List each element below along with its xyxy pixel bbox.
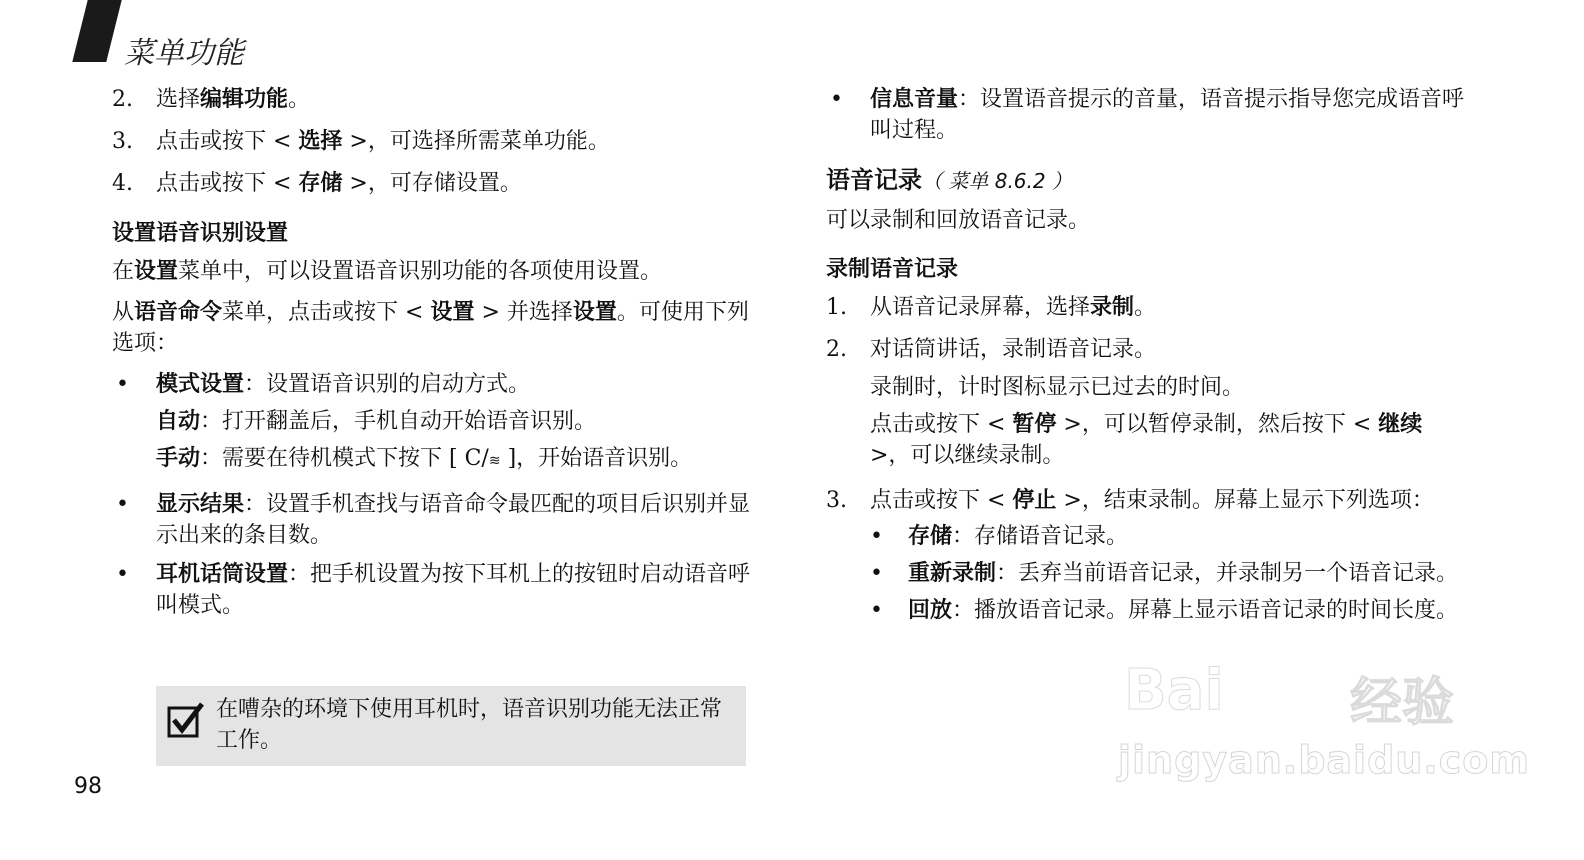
checkmark-note-icon bbox=[166, 700, 206, 740]
bullet-dot: • bbox=[870, 561, 883, 586]
step-item: 2. 选择编辑功能。 bbox=[112, 84, 752, 116]
section-description: 可以录制和回放语音记录。 bbox=[826, 208, 1091, 233]
paragraph: 在设置菜单中，可以设置语音识别功能的各项使用设置。 bbox=[112, 259, 663, 284]
list-item: • 信息音量：设置语音提示的音量，语音提示指导您完成语音呼叫过程。 bbox=[826, 84, 1466, 146]
note-text: 在嘈杂的环境下使用耳机时，语音识别功能无法正常工作。 bbox=[216, 697, 723, 753]
list-item: • 模式设置：设置语音识别的启动方式。 自动：打开翻盖后，手机自动开始语音识别。 手动：需要在待机模式下按下 [ C/≋ ]，开始语音识别。 bbox=[112, 369, 752, 481]
step-number: 3. bbox=[826, 488, 847, 513]
step-bold-label: 存储 bbox=[298, 171, 343, 196]
step-item: 2. 对话筒讲话，录制语音记录。 录制时，计时图标显示已过去的时间。 点击或按下 < 暂停 >，可以暂停录制，然后按下 < 继续 >，可以继续录制。 bbox=[826, 334, 1466, 475]
left-column bbox=[112, 84, 752, 629]
sub-heading: 录制语音记录 bbox=[826, 257, 959, 282]
note-box bbox=[156, 686, 746, 766]
bullet-dot: • bbox=[116, 372, 129, 397]
step-item: 3. 点击或按下 < 停止 >，结束录制。屏幕上显示下列选项： • 存储：存储语音记录。 • 重新录制：丢弃当前语音记录，并录制另一个语音记录。 • 回放：播放语音记录。屏幕上显示语音记录的时间长度。 bbox=[826, 485, 1466, 632]
watermark-brand: Bai bbox=[1124, 658, 1224, 723]
step-item: 4. 点击或按下 < 存储 >，可存储设置。 bbox=[112, 168, 752, 200]
bullet-dot: • bbox=[870, 598, 883, 623]
option-item: • 回放：播放语音记录。屏幕上显示语音记录的时间长度。 bbox=[870, 595, 1466, 626]
watermark-brand-cn: 经验 bbox=[1350, 673, 1455, 733]
voice-key-icon: ≋ bbox=[488, 453, 501, 469]
paragraph: 从语音命令菜单，点击或按下 < 设置 > 并选择设置。可使用下列选项： bbox=[112, 300, 749, 356]
step-number: 1. bbox=[826, 295, 847, 320]
option-item: • 重新录制：丢弃当前语音记录，并录制另一个语音记录。 bbox=[870, 558, 1466, 589]
sub-option: 自动：打开翻盖后，手机自动开始语音识别。 bbox=[156, 409, 597, 434]
option-item: • 存储：存储语音记录。 bbox=[870, 521, 1466, 552]
right-column bbox=[826, 84, 1466, 642]
bullet-dot: • bbox=[116, 492, 129, 517]
bullet-dot: • bbox=[116, 562, 129, 587]
menu-reference: （ 菜单 8.6.2 ） bbox=[922, 169, 1072, 193]
list-item: • 显示结果：设置手机查找与语音命令最匹配的项目后识别并显示出来的条目数。 bbox=[112, 489, 752, 551]
step-number: 2. bbox=[112, 87, 133, 112]
sub-option: 手动：需要在待机模式下按下 [ C/≋ ]，开始语音识别。 bbox=[156, 446, 693, 471]
page-title: 菜单功能 bbox=[124, 36, 244, 71]
bullet-dot: • bbox=[830, 87, 843, 112]
section-heading: 语音记录（ 菜单 8.6.2 ） bbox=[826, 166, 1072, 194]
step-bold-label: 选择 bbox=[298, 129, 343, 154]
step-number: 3. bbox=[112, 129, 133, 154]
baidu-watermark bbox=[1110, 640, 1530, 790]
page-number: 98 bbox=[74, 774, 102, 799]
step-item: 1. 从语音记录屏幕，选择录制。 bbox=[826, 292, 1466, 324]
step-number: 4. bbox=[112, 171, 133, 196]
step-item: 3. 点击或按下 < 选择 >，可选择所需菜单功能。 bbox=[112, 126, 752, 158]
step-detail: 点击或按下 < 暂停 >，可以暂停录制，然后按下 < 继续 >，可以继续录制。 bbox=[870, 412, 1423, 468]
list-item: • 耳机话筒设置：把手机设置为按下耳机上的按钮时启动语音呼叫模式。 bbox=[112, 559, 752, 621]
bullet-dot: • bbox=[870, 524, 883, 549]
header-bar bbox=[72, 0, 121, 62]
step-detail: 录制时，计时图标显示已过去的时间。 bbox=[870, 375, 1245, 400]
step-number: 2. bbox=[826, 337, 847, 362]
section-heading: 设置语音识别设置 bbox=[112, 221, 289, 246]
watermark-url: jingyan.baidu.com bbox=[1118, 738, 1530, 782]
step-bold-label: 编辑功能 bbox=[200, 87, 289, 112]
